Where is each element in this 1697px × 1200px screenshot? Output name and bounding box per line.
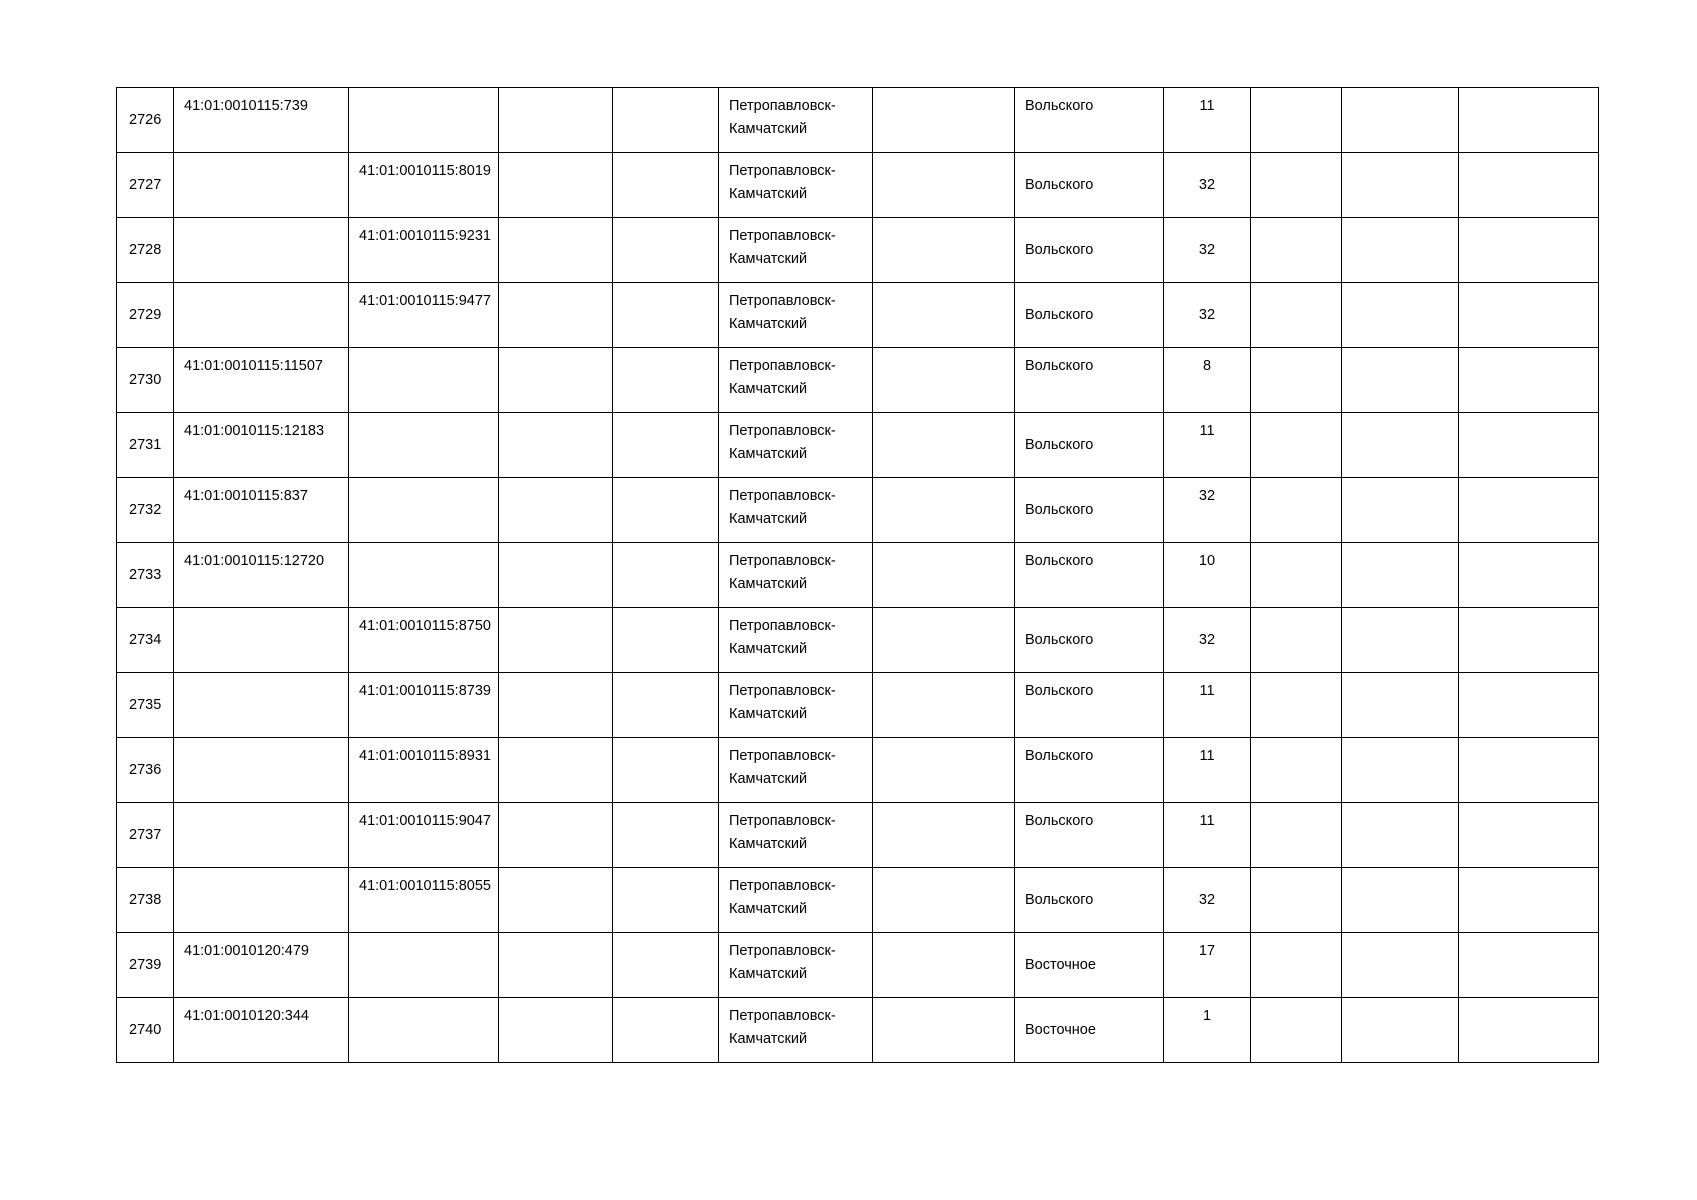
empty-cell: [1459, 218, 1599, 283]
empty-cell: [613, 348, 719, 413]
table-row: [117, 998, 1599, 1063]
empty-cell: [1342, 413, 1459, 478]
empty-cell: [1459, 478, 1599, 543]
empty-cell: [613, 478, 719, 543]
row-number-cell: 2736: [117, 738, 174, 803]
city-cell: Петропавловск-Камчатский: [719, 153, 873, 218]
empty-cell: [1342, 673, 1459, 738]
table-row: [117, 478, 1599, 543]
cadastral-number-alt-cell: [349, 413, 499, 478]
empty-cell: [1251, 933, 1342, 998]
house-number-cell: 32: [1164, 153, 1251, 218]
empty-cell: [499, 218, 613, 283]
empty-cell: [1251, 478, 1342, 543]
table-row: [117, 933, 1599, 998]
empty-cell: [873, 153, 1015, 218]
cadastral-number-alt-cell: 41:01:0010115:8739: [349, 673, 499, 738]
street-cell: Вольского: [1015, 88, 1164, 153]
cadastral-number-cell: [174, 608, 349, 673]
house-number-cell: 32: [1164, 218, 1251, 283]
empty-cell: [1251, 998, 1342, 1063]
empty-cell: [873, 413, 1015, 478]
empty-cell: [873, 543, 1015, 608]
empty-cell: [499, 868, 613, 933]
empty-cell: [1459, 283, 1599, 348]
city-cell: Петропавловск-Камчатский: [719, 998, 873, 1063]
street-cell: Вольского: [1015, 608, 1164, 673]
street-cell: Вольского: [1015, 348, 1164, 413]
house-number-cell: 8: [1164, 348, 1251, 413]
empty-cell: [1459, 543, 1599, 608]
empty-cell: [873, 348, 1015, 413]
empty-cell: [499, 933, 613, 998]
row-number-cell: 2737: [117, 803, 174, 868]
house-number-cell: 32: [1164, 608, 1251, 673]
cadastral-number-alt-cell: [349, 543, 499, 608]
empty-cell: [1342, 283, 1459, 348]
house-number-cell: 32: [1164, 283, 1251, 348]
empty-cell: [1251, 88, 1342, 153]
row-number-cell: 2733: [117, 543, 174, 608]
empty-cell: [1251, 868, 1342, 933]
empty-cell: [1459, 868, 1599, 933]
city-cell: Петропавловск-Камчатский: [719, 933, 873, 998]
cadastral-number-cell: 41:01:0010115:837: [174, 478, 349, 543]
street-cell: Вольского: [1015, 283, 1164, 348]
row-number-cell: 2730: [117, 348, 174, 413]
table-row: [117, 218, 1599, 283]
empty-cell: [1251, 608, 1342, 673]
empty-cell: [1251, 283, 1342, 348]
cadastral-number-alt-cell: 41:01:0010115:8750: [349, 608, 499, 673]
empty-cell: [1251, 153, 1342, 218]
row-number-cell: 2735: [117, 673, 174, 738]
empty-cell: [1342, 88, 1459, 153]
row-number-cell: 2728: [117, 218, 174, 283]
cadastral-number-alt-cell: 41:01:0010115:9477: [349, 283, 499, 348]
street-cell: Вольского: [1015, 413, 1164, 478]
empty-cell: [1342, 543, 1459, 608]
registry-table: [116, 87, 1599, 1063]
empty-cell: [1459, 933, 1599, 998]
city-cell: Петропавловск-Камчатский: [719, 88, 873, 153]
empty-cell: [1459, 673, 1599, 738]
street-cell: Вольского: [1015, 543, 1164, 608]
street-cell: Восточное: [1015, 998, 1164, 1063]
empty-cell: [499, 998, 613, 1063]
city-cell: Петропавловск-Камчатский: [719, 218, 873, 283]
empty-cell: [1459, 738, 1599, 803]
table-row: [117, 738, 1599, 803]
cadastral-number-cell: [174, 283, 349, 348]
city-cell: Петропавловск-Камчатский: [719, 738, 873, 803]
cadastral-number-cell: [174, 738, 349, 803]
table-row: [117, 88, 1599, 153]
street-cell: Вольского: [1015, 738, 1164, 803]
city-cell: Петропавловск-Камчатский: [719, 283, 873, 348]
empty-cell: [873, 478, 1015, 543]
cadastral-number-alt-cell: [349, 933, 499, 998]
city-cell: Петропавловск-Камчатский: [719, 413, 873, 478]
empty-cell: [613, 543, 719, 608]
empty-cell: [613, 673, 719, 738]
empty-cell: [873, 608, 1015, 673]
street-cell: Вольского: [1015, 673, 1164, 738]
empty-cell: [1459, 153, 1599, 218]
cadastral-number-cell: 41:01:0010120:344: [174, 998, 349, 1063]
empty-cell: [499, 283, 613, 348]
city-cell: Петропавловск-Камчатский: [719, 868, 873, 933]
empty-cell: [1459, 998, 1599, 1063]
empty-cell: [873, 218, 1015, 283]
cadastral-number-cell: 41:01:0010115:11507: [174, 348, 349, 413]
row-number-cell: 2726: [117, 88, 174, 153]
city-cell: Петропавловск-Камчатский: [719, 803, 873, 868]
empty-cell: [1342, 998, 1459, 1063]
table-row: [117, 543, 1599, 608]
empty-cell: [873, 673, 1015, 738]
house-number-cell: 10: [1164, 543, 1251, 608]
cadastral-number-cell: [174, 218, 349, 283]
empty-cell: [1251, 738, 1342, 803]
cadastral-number-alt-cell: 41:01:0010115:9231: [349, 218, 499, 283]
house-number-cell: 11: [1164, 803, 1251, 868]
cadastral-number-cell: [174, 868, 349, 933]
house-number-cell: 11: [1164, 88, 1251, 153]
cadastral-number-alt-cell: [349, 348, 499, 413]
cadastral-number-cell: [174, 673, 349, 738]
street-cell: Вольского: [1015, 803, 1164, 868]
empty-cell: [1342, 218, 1459, 283]
house-number-cell: 11: [1164, 413, 1251, 478]
empty-cell: [1251, 543, 1342, 608]
table-row: [117, 868, 1599, 933]
house-number-cell: 11: [1164, 738, 1251, 803]
empty-cell: [499, 348, 613, 413]
empty-cell: [1459, 348, 1599, 413]
street-cell: Вольского: [1015, 153, 1164, 218]
cadastral-number-cell: 41:01:0010115:12720: [174, 543, 349, 608]
empty-cell: [499, 413, 613, 478]
table-row: [117, 803, 1599, 868]
empty-cell: [613, 153, 719, 218]
empty-cell: [1342, 868, 1459, 933]
empty-cell: [1459, 413, 1599, 478]
empty-cell: [1342, 933, 1459, 998]
empty-cell: [873, 933, 1015, 998]
empty-cell: [873, 868, 1015, 933]
row-number-cell: 2727: [117, 153, 174, 218]
empty-cell: [613, 218, 719, 283]
house-number-cell: 11: [1164, 673, 1251, 738]
city-cell: Петропавловск-Камчатский: [719, 348, 873, 413]
empty-cell: [499, 673, 613, 738]
city-cell: Петропавловск-Камчатский: [719, 543, 873, 608]
empty-cell: [1459, 608, 1599, 673]
empty-cell: [873, 88, 1015, 153]
empty-cell: [1342, 348, 1459, 413]
row-number-cell: 2738: [117, 868, 174, 933]
empty-cell: [613, 868, 719, 933]
cadastral-number-alt-cell: [349, 88, 499, 153]
empty-cell: [613, 998, 719, 1063]
house-number-cell: 1: [1164, 998, 1251, 1063]
table-row: [117, 673, 1599, 738]
row-number-cell: 2731: [117, 413, 174, 478]
row-number-cell: 2740: [117, 998, 174, 1063]
table-row: [117, 608, 1599, 673]
empty-cell: [613, 738, 719, 803]
cadastral-number-cell: [174, 153, 349, 218]
empty-cell: [873, 738, 1015, 803]
cadastral-number-alt-cell: 41:01:0010115:8931: [349, 738, 499, 803]
empty-cell: [1251, 218, 1342, 283]
empty-cell: [1459, 803, 1599, 868]
row-number-cell: 2734: [117, 608, 174, 673]
empty-cell: [1251, 803, 1342, 868]
empty-cell: [873, 283, 1015, 348]
cadastral-number-alt-cell: [349, 478, 499, 543]
empty-cell: [1251, 348, 1342, 413]
row-number-cell: 2739: [117, 933, 174, 998]
cadastral-number-cell: [174, 803, 349, 868]
empty-cell: [1342, 738, 1459, 803]
empty-cell: [873, 998, 1015, 1063]
row-number-cell: 2732: [117, 478, 174, 543]
empty-cell: [613, 803, 719, 868]
empty-cell: [1459, 88, 1599, 153]
street-cell: Вольского: [1015, 218, 1164, 283]
cadastral-number-alt-cell: 41:01:0010115:8019: [349, 153, 499, 218]
house-number-cell: 32: [1164, 478, 1251, 543]
cadastral-number-alt-cell: 41:01:0010115:8055: [349, 868, 499, 933]
empty-cell: [1342, 608, 1459, 673]
city-cell: Петропавловск-Камчатский: [719, 673, 873, 738]
empty-cell: [1251, 413, 1342, 478]
empty-cell: [1342, 153, 1459, 218]
empty-cell: [613, 608, 719, 673]
cadastral-number-cell: 41:01:0010115:739: [174, 88, 349, 153]
empty-cell: [499, 803, 613, 868]
empty-cell: [873, 803, 1015, 868]
cadastral-number-alt-cell: [349, 998, 499, 1063]
empty-cell: [499, 478, 613, 543]
cadastral-number-cell: 41:01:0010120:479: [174, 933, 349, 998]
city-cell: Петропавловск-Камчатский: [719, 478, 873, 543]
table-row: [117, 413, 1599, 478]
house-number-cell: 32: [1164, 868, 1251, 933]
empty-cell: [499, 738, 613, 803]
table-row: [117, 153, 1599, 218]
empty-cell: [613, 413, 719, 478]
row-number-cell: 2729: [117, 283, 174, 348]
cadastral-number-alt-cell: 41:01:0010115:9047: [349, 803, 499, 868]
empty-cell: [613, 88, 719, 153]
empty-cell: [1251, 673, 1342, 738]
table-row: [117, 283, 1599, 348]
city-cell: Петропавловск-Камчатский: [719, 608, 873, 673]
street-cell: Вольского: [1015, 868, 1164, 933]
table-row: [117, 348, 1599, 413]
street-cell: Вольского: [1015, 478, 1164, 543]
house-number-cell: 17: [1164, 933, 1251, 998]
cadastral-number-cell: 41:01:0010115:12183: [174, 413, 349, 478]
empty-cell: [499, 608, 613, 673]
empty-cell: [613, 283, 719, 348]
empty-cell: [499, 88, 613, 153]
empty-cell: [499, 543, 613, 608]
empty-cell: [1342, 803, 1459, 868]
empty-cell: [1342, 478, 1459, 543]
empty-cell: [613, 933, 719, 998]
empty-cell: [499, 153, 613, 218]
street-cell: Восточное: [1015, 933, 1164, 998]
